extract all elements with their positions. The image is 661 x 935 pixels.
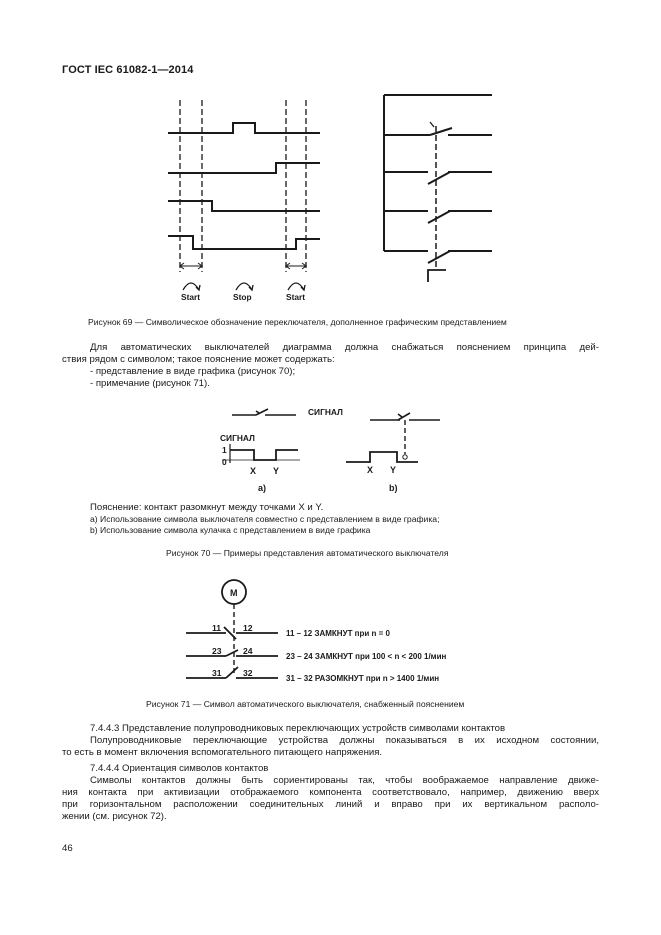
section-7444-heading: 7.4.4.4 Ориентация символов контактов (90, 763, 269, 774)
para1-item1: - представление в виде графика (рисунок 70); (90, 366, 296, 377)
fig71-note-3: 31 – 32 РАЗОМКНУТ при n > 1400 1/мин (286, 674, 440, 683)
figure-69-diagram (0, 0, 661, 320)
terminal-23: 23 (212, 646, 222, 656)
section-7444-line4: жении (см. рисунок 72). (62, 811, 167, 822)
page-number: 46 (62, 843, 73, 854)
para1-line1: Для автоматических выключателей диаграмма должна снабжаться пояснением принципа дей- (90, 342, 599, 353)
timing-waveforms (168, 123, 320, 249)
fig70a-switch (232, 409, 296, 415)
figure-71-diagram (0, 570, 661, 690)
fig70-signal-top: СИГНАЛ (308, 407, 343, 417)
terminal-31: 31 (212, 668, 222, 678)
motor-label: M (230, 588, 238, 598)
timing-dimension-arrows (180, 263, 306, 269)
section-7444-line3: при горизонтальном расположении соединительных линий и вправо при их вертикальном располо- (62, 799, 599, 810)
standard-header: ГОСТ IEC 61082-1—2014 (62, 64, 194, 76)
fig70-note-a: a) Использование символа выключателя совместно с представлением в виде графика; (90, 514, 440, 524)
fig70-x-a: X (250, 466, 257, 476)
actuator (428, 270, 446, 282)
figure-71-caption: Рисунок 71 — Символ автоматического выключателя, снабженный пояснением (146, 699, 465, 709)
fig71-contacts (186, 627, 278, 678)
fig69-switch-symbol (384, 95, 492, 263)
terminal-24: 24 (243, 646, 253, 656)
figure-70-diagram (0, 400, 661, 500)
fig70-sub-a: a) (258, 483, 267, 493)
fig70-note-title: Пояснение: контакт разомкнут между точками X и Y. (90, 502, 324, 513)
terminal-11: 11 (212, 623, 222, 633)
figure-69-caption: Рисунок 69 — Символическое обозначение переключателя, дополненное графическим представлением (88, 317, 507, 327)
section-7444-line2: ния контакта при активизации отображаемого компонента соответствовало, например, движению вверх (62, 787, 599, 798)
fig70-level-0: 0 (222, 457, 227, 467)
fig70-level-1: 1 (222, 445, 227, 455)
para1-item2: - примечание (рисунок 71). (90, 378, 210, 389)
fig70-signal-left: СИГНАЛ (220, 433, 255, 443)
fig70-note-b: b) Использование символа кулачка с представлением в виде графика (90, 525, 371, 535)
fig70-x-b: X (367, 465, 374, 475)
fig71-note-2: 23 – 24 ЗАМКНУТ при 100 < n < 200 1/мин (286, 652, 447, 661)
para1-line2: ствия рядом с символом; такое пояснение может содержать: (62, 354, 335, 365)
section-7443-line1: Полупроводниковые переключающие устройства должны показываться в их исходном состоянии, (90, 735, 599, 746)
section-7443-line2: то есть в момент включения вспомогательного питающего напряжения. (62, 747, 383, 758)
label-start-left: Start (181, 292, 201, 302)
figure-70-caption: Рисунок 70 — Примеры представления автоматического выключателя (166, 548, 449, 558)
fig71-note-1: 11 – 12 ЗАМКНУТ при n = 0 (286, 629, 390, 638)
label-start-right: Start (286, 292, 306, 302)
fig70b-switch (370, 413, 440, 420)
label-stop: Stop (233, 292, 252, 302)
fig70-sub-b: b) (389, 483, 398, 493)
terminal-32: 32 (243, 668, 253, 678)
terminal-12: 12 (243, 623, 253, 633)
fig70a-waveform (230, 450, 298, 460)
fig70-y-b: Y (390, 465, 397, 475)
section-7444-line1: Символы контактов должны быть сориентированы так, чтобы воображаемое направление движе- (90, 775, 599, 786)
fig70-y-a: Y (273, 466, 280, 476)
timing-dashed-lines (180, 100, 306, 272)
rotation-arrows (183, 283, 305, 290)
section-7443-heading: 7.4.4.3 Представление полупроводниковых переключающих устройств символами контактов (90, 723, 506, 734)
